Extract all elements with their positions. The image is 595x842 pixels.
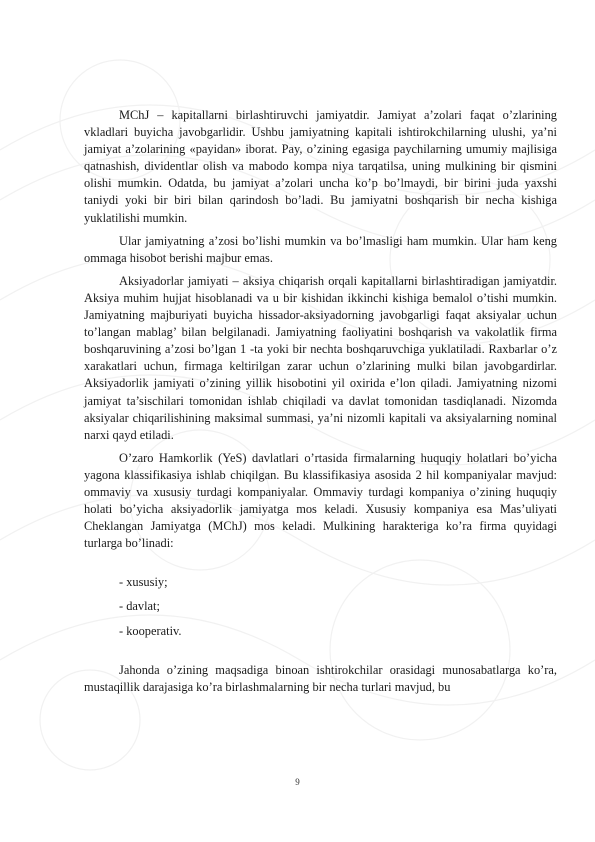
- document-body: [84, 107, 557, 702]
- list-item: - kooperativ.: [119, 623, 182, 638]
- page-number: 9: [295, 777, 300, 787]
- list-item: - xususiy;: [119, 575, 168, 590]
- paragraph-associations: Jahonda o’zining maqsadiga binoan ishtirokchilar orasidagi munosabatlarga ko’ra, mustaqillik darajasiga ko’ra birlashmalarning bir necha turlari mavjud, bu: [84, 662, 557, 694]
- paragraph-joint-stock: Aksiyadorlar jamiyati – aksiya chiqarish orqali kapitallarni birlashtiradigan jamiyatdir. Aksiya muhim hujjat hisoblanadi va u bir kishidan ikkinchi kishiga bemalol o’tishi mumkin. Jamiyatning majburiyati buyicha hissador-aksiyadorning javobgarligi faqat aksiyalar uchun to’langan mablag’ bilan belgilanadi. Jamiyatning faoliyatini boshqarish va vakolatlik firma boshqaruvining a’zosi bo’lgan 1 -ta yoki bir nechta boshqaruvchiga yuklatiladi. Raxbarlar o’z xarakatlari uchun, firmaga keltirilgan zarar uchun o’zlarining mulki bilan javobgardirlar. Aksiyadorlik jamiyati o’zining yillik hisobotini yil oxirida e’lon qiladi. Jamiyatning nizomi jamiyat ta’sischilari tomonidan ishlab chiqiladi va davlat tomonidan tasdiqlanadi. Nizomda aksiyalar chiqarilishining maksimal summasi, ya’ni nizomli kapitali va aksiyalarning nominal narxi qayd etiladi.: [84, 273, 557, 442]
- ownership-types-list: [84, 574, 557, 639]
- paragraph-members: Ular jamiyatning a’zosi bo’lishi mumkin va bo’lmasligi ham mumkin. Ular ham keng ommaga hisobot berishi majbur emas.: [84, 233, 557, 265]
- list-item: - davlat;: [119, 599, 160, 614]
- paragraph-mchj: MChJ – kapitallarni birlashtiruvchi jamiyatdir. Jamiyat a’zolari faqat o’zlarining vkladlari buyicha javobgarlidir. Ushbu jamiyatning kapitali ishtirokchilarning ulushi, ya’ni jamiyat a’zolarining «payidan» iborat. Pay, o’zining egasiga paychilarning umumiy majlisiga qatnashish, dividentlar olish va mabodo kompa niya tarqatilsa, uning mulkining bir qismini olishi mumkin. Odatda, bu jamiyat a’zolari uncha ko’p bo’lmaydi, bir birini juda yaxshi taniydi yoki bir biri bilan qarindosh bo’ladi. Bu jamiyatni boshqarish bir necha kishiga yuklatilishi mumkin.: [84, 108, 557, 225]
- paragraph-classification: O’zaro Hamkorlik (YeS) davlatlari o’rtasida firmalarning huquqiy holatlari bo’yicha yagona klassifikasiya ishlab chiqilgan. Bu klassifikasiya asosida 2 hil kompaniyalar mavjud: ommaviy va xususiy turdagi kompaniyalar. Ommaviy turdagi kompaniya o’zining huquqiy holati bo’yicha aksiyadorlik jamiyatga mos keladi. Xususiy kompaniya esa Mas’uliyati Cheklangan Jamiyatga (MChJ) mos keladi. Mulkining harakteriga ko’ra firma quyidagi turlarga bo’linadi:: [84, 450, 557, 551]
